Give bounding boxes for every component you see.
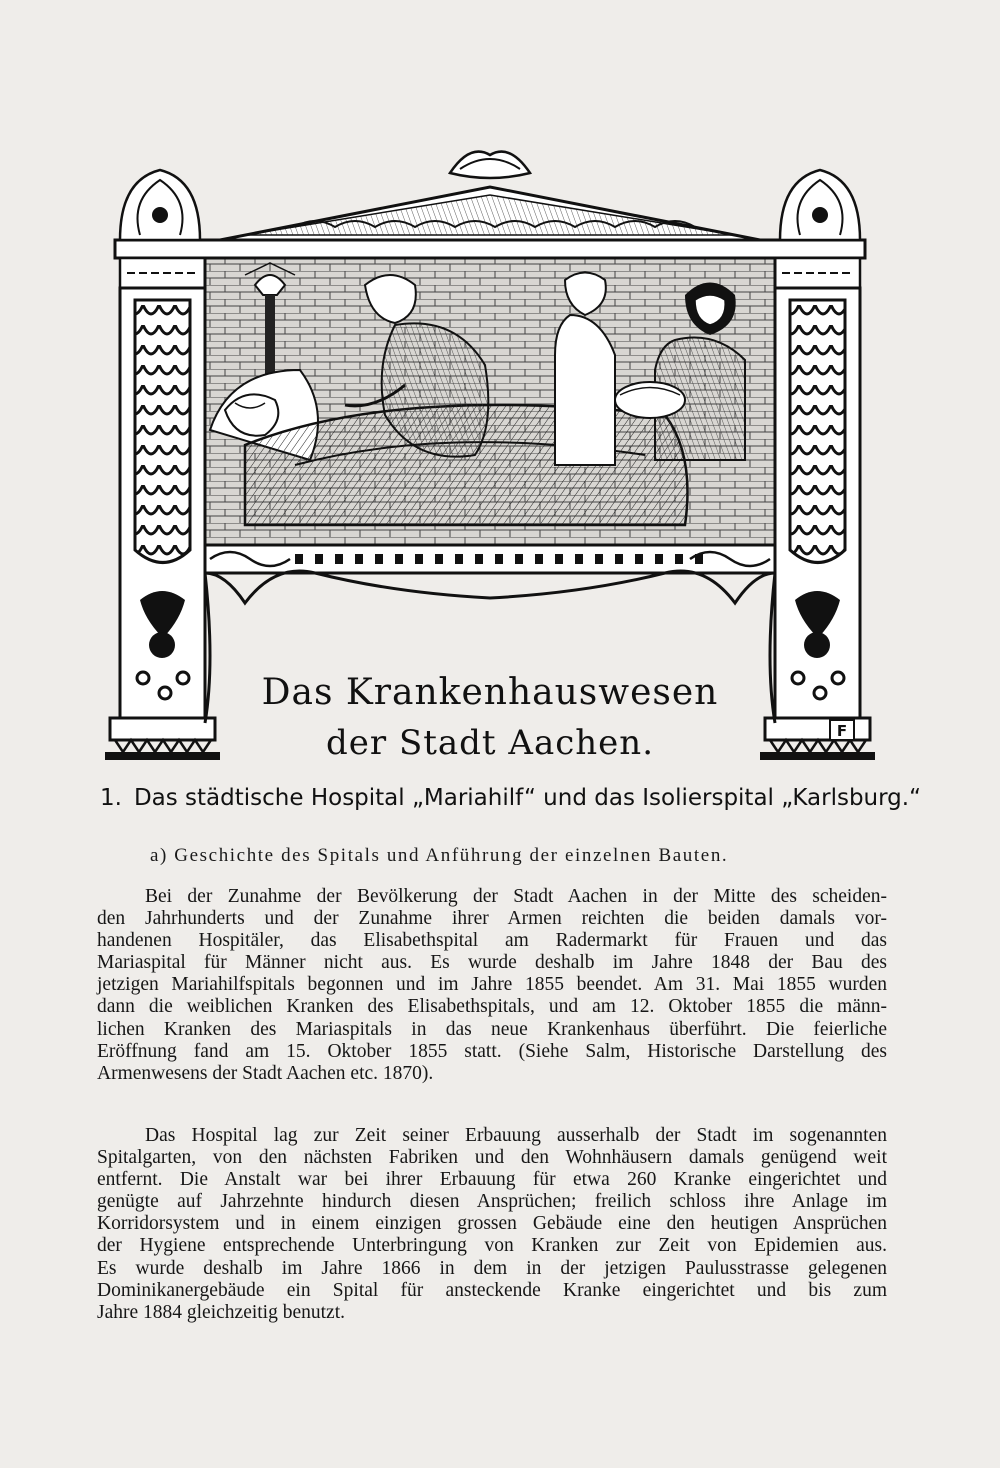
paragraph-line: Das Hospital lag zur Zeit seiner Erbauung ausserhalb der Stadt im sogenannten: [145, 1125, 887, 1146]
left-palmette: [120, 170, 200, 240]
sickbed-scene: [205, 258, 775, 558]
page-title-line-1: Das Krankenhauswesen: [261, 672, 719, 713]
paragraph-1: [97, 886, 887, 1085]
artist-monogram: [830, 720, 854, 740]
paragraph-line: Bei der Zunahme der Bevölkerung der Stadt Aachen in der Mitte des scheiden-: [145, 886, 887, 907]
paragraph-line: lichen Kranken des Mariaspitals in das neue Krankenhaus überführt. Die feierliche: [97, 1018, 887, 1040]
paragraph-line: Mariaspital für Männer nicht aus. Es wurde deshalb im Jahre 1848 der Bau des: [97, 952, 887, 974]
paragraph-line: Jahre 1884 gleichzeitig benutzt.: [97, 1301, 345, 1323]
monogram-letter: F: [836, 722, 848, 740]
paragraph-line: Armenwesens der Stadt Aachen etc. 1870).: [97, 1062, 434, 1084]
right-column: [760, 258, 875, 760]
page-title-line-2: der Stadt Aachen.: [326, 723, 654, 763]
section-heading-text: Das städtische Hospital „Mariahilf“ und das Isolierspital „Karlsburg.“: [133, 785, 921, 811]
paragraph-line: Dominikanergebäude ein Spital für ansteckende Kranke eingerichtet und bis zum: [97, 1279, 887, 1301]
paragraph-line: genügte auf Jahrzehnte hindurch diesen Ansprüchen; freilich schloss ihre Anlage im: [97, 1191, 887, 1213]
paragraph-line: dann die weiblichen Kranken des Elisabethspitals, und am 12. Oktober 1855 die männ-: [97, 996, 887, 1018]
paragraph-line: handenen Hospitäler, das Elisabethspital am Radermarkt für Frauen und das: [97, 930, 887, 952]
section-heading: [100, 785, 921, 811]
paragraph-2: [97, 1125, 887, 1324]
paragraph-line: den Jahrhunderts und der Zunahme ihrer Armen reichten die beiden damals vor-: [97, 908, 887, 930]
left-column: [105, 258, 220, 760]
paragraph-line: der Hygiene entsprechende Unterbringung von Kranken zur Zeit von Epidemien aus.: [97, 1235, 887, 1257]
section-number: 1.: [100, 785, 122, 811]
subsection-heading: a) Geschichte des Spitals und Anführung der einzelnen Bauten.: [150, 845, 729, 866]
pediment: [115, 152, 865, 258]
paragraph-line: jetzigen Mariahilfspitals begonnen und im Jahre 1855 beendet. Am 31. Mai 1855 wurden: [97, 974, 887, 996]
right-palmette: [780, 170, 860, 240]
paragraph-line: Es wurde deshalb im Jahre 1866 in dem in der jetzigen Paulusstrasse gelegenen: [97, 1257, 887, 1279]
paragraph-line: entfernt. Die Anstalt war bei ihrer Erbauung für etwa 260 Kranke eingerichtet und: [97, 1169, 887, 1191]
paragraph-line: Spitalgarten, von den nächsten Fabriken und den Wohnhäusern damals genügend weit: [97, 1147, 887, 1169]
paragraph-line: Korridorsystem und in einem einzigen grossen Gebäude eine den heutigen Ansprüchen: [97, 1213, 887, 1235]
paragraph-line: Eröffnung fand am 15. Oktober 1855 statt. (Siehe Salm, Historische Darstellung des: [97, 1040, 887, 1062]
